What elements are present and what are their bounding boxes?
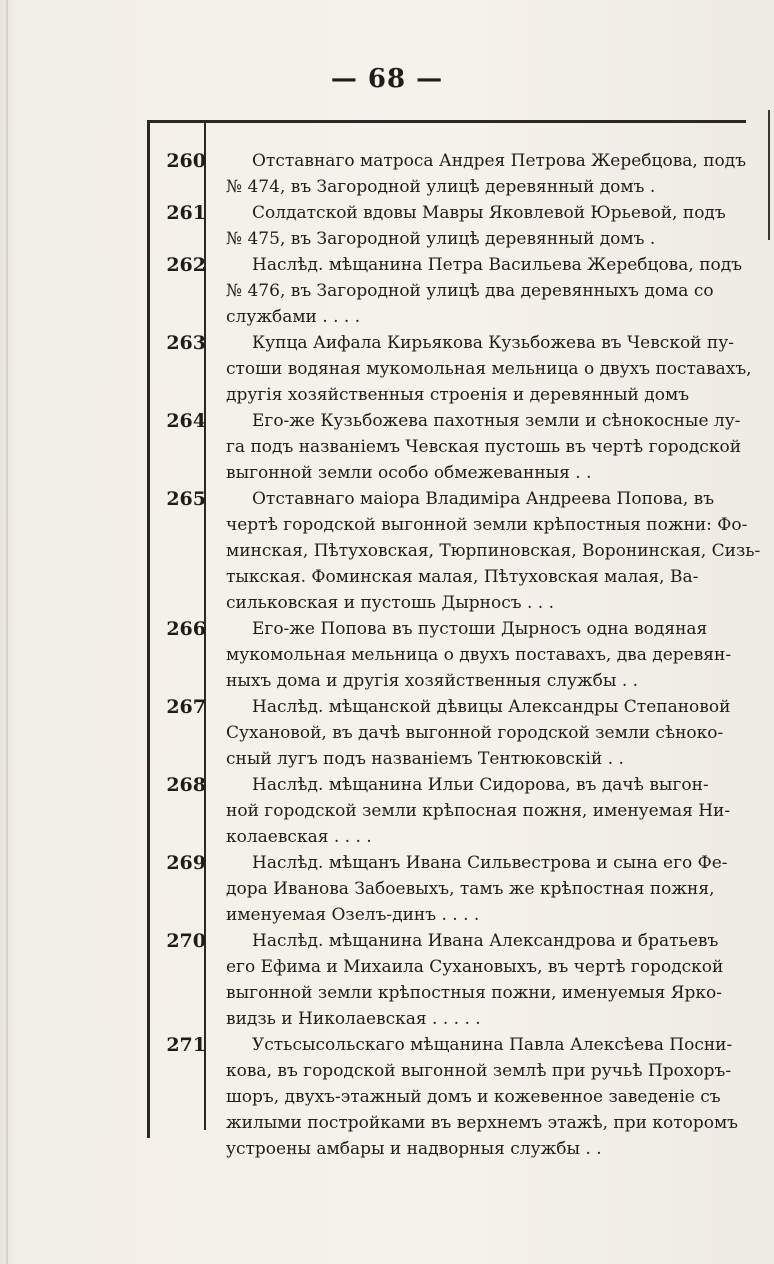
entry-number: 264 (166, 410, 206, 432)
entry-text (226, 850, 726, 928)
entry-number: 271 (166, 1034, 206, 1056)
entry-text-line: другія хозяйственныя строенія и деревянный домъ (226, 385, 690, 405)
table-top-rule (147, 120, 746, 123)
register-entry (150, 200, 750, 252)
entry-text-line: именуемая Озелъ-динъ . . . . (226, 905, 480, 925)
entry-text-line: Устьсысольскаго мѣщанина Павла Алексѣева Посни- (252, 1035, 733, 1055)
entry-text-line: колаевская . . . . (226, 827, 372, 847)
register-entry (150, 928, 750, 1032)
entry-number: 268 (166, 774, 206, 796)
entry-text-line: Купца Аифала Кирьякова Кузьбожева въ Чевской пу- (252, 333, 734, 353)
register-entry (150, 486, 761, 616)
entry-text-line: его Ефима и Михаила Сухановыхъ, въ чертѣ городской (226, 957, 724, 977)
register-entry (150, 1032, 750, 1162)
entry-text (226, 148, 747, 200)
entry-text-line: Наслѣд. мѣщанина Ильи Сидорова, въ дачѣ выгон- (252, 775, 709, 795)
entry-text-line: Его-же Попова въ пустоши Дырносъ одна водяная (252, 619, 708, 639)
entry-text-line: га подъ названіемъ Чевская пустошь въ чертѣ городской (226, 437, 742, 457)
entry-text-line: выгонной земли крѣпостныя пожни, именуемыя Ярко- (226, 983, 722, 1003)
entry-text (226, 330, 752, 408)
entry-number: 267 (166, 696, 206, 718)
entry-text-line: кова, въ городской выгонной землѣ при ручьѣ Прохоръ- (226, 1061, 732, 1081)
entry-text-line: минская, Пѣтуховская, Тюрпиновская, Воронинская, Сизь- (226, 541, 761, 561)
register-entry (150, 252, 750, 330)
register-entry (150, 330, 750, 408)
register-entry (150, 850, 750, 928)
entry-text-line: тыкская. Фоминская малая, Пѣтуховская малая, Ва- (226, 567, 699, 587)
entry-number: 260 (166, 150, 206, 172)
entry-text-line: Наслѣд. мѣщанина Ивана Александрова и братьевъ (252, 931, 719, 951)
entry-text-line: видзь и Николаевская . . . . . (226, 1009, 481, 1029)
entry-text-line: № 476, въ Загородной улицѣ два деревянныхъ дома со (226, 281, 714, 301)
entry-text-line: Наслѣд. мѣщанской дѣвицы Александры Степановой (252, 697, 731, 717)
register-entry (150, 772, 750, 850)
entry-text-line: Отставнаго матроса Андрея Петрова Жеребцова, подъ (252, 151, 747, 171)
register-entry (150, 694, 750, 772)
entry-text (226, 772, 731, 850)
entry-text-line: Солдатской вдовы Мавры Яковлевой Юрьевой, подъ (252, 203, 726, 223)
entry-text-line: № 475, въ Загородной улицѣ деревянный домъ . (226, 229, 656, 249)
entry-text-line: Наслѣд. мѣщанъ Ивана Сильвестрова и сына его Фе- (252, 853, 728, 873)
entry-text (226, 252, 743, 330)
page-edge-shadow (6, 0, 8, 1264)
page-number: — 68 — (330, 64, 444, 94)
page-edge-mark (768, 110, 770, 240)
entry-number: 263 (166, 332, 206, 354)
register-entry (150, 148, 750, 200)
entry-text (226, 408, 742, 486)
entry-text (226, 1032, 739, 1162)
entry-text-line: сильковская и пустошь Дырносъ . . . (226, 593, 554, 613)
entry-text (226, 928, 726, 1032)
register-entry (150, 616, 750, 694)
entry-text (226, 486, 761, 616)
entry-text-line: выгонной земли особо обмежеванныя . . (226, 463, 592, 483)
entry-text-line: Наслѣд. мѣщанина Петра Васильева Жеребцова, подъ (252, 255, 743, 275)
entry-text-line: Сухановой, въ дачѣ выгонной городской земли сѣноко- (226, 723, 724, 743)
entry-number: 266 (166, 618, 206, 640)
entry-text-line: жилыми постройками въ верхнемъ этажѣ, при которомъ (226, 1113, 739, 1133)
entry-text-line: Отставнаго маіора Владиміра Андреева Попова, въ (252, 489, 715, 509)
entry-text-line: службами . . . . (226, 307, 361, 327)
entry-text-line: ной городской земли крѣпосная пожня, именуемая Ни- (226, 801, 731, 821)
entry-text (226, 616, 732, 694)
register-entry (150, 408, 750, 486)
entry-text (226, 694, 731, 772)
entry-number: 270 (166, 930, 206, 952)
entry-text (226, 200, 726, 252)
entry-text-line: сный лугъ подъ названіемъ Тентюковскій . . (226, 749, 624, 769)
entry-number: 262 (166, 254, 206, 276)
register-entries (150, 148, 761, 1162)
entry-text-line: чертѣ городской выгонной земли крѣпостныя пожни: Фо- (226, 515, 748, 535)
entry-text-line: № 474, въ Загородной улицѣ деревянный домъ . (226, 177, 656, 197)
entry-number: 261 (166, 202, 206, 224)
entry-number: 265 (166, 488, 206, 510)
entry-text-line: Его-же Кузьбожева пахотныя земли и сѣнокосные лу- (252, 411, 741, 431)
entry-text-line: дора Иванова Забоевыхъ, тамъ же крѣпостная пожня, (226, 879, 715, 899)
entry-number: 269 (166, 852, 206, 874)
entry-text-line: стоши водяная мукомольная мельница о двухъ поставахъ, (226, 359, 752, 379)
entry-text-line: устроены амбары и надворныя службы . . (226, 1139, 602, 1159)
entry-text-line: мукомольная мельница о двухъ поставахъ, два деревян- (226, 645, 732, 665)
entry-text-line: ныхъ дома и другія хозяйственныя службы . . (226, 671, 639, 691)
entry-text-line: шоръ, двухъ-этажный домъ и кожевенное заведеніе съ (226, 1087, 721, 1107)
